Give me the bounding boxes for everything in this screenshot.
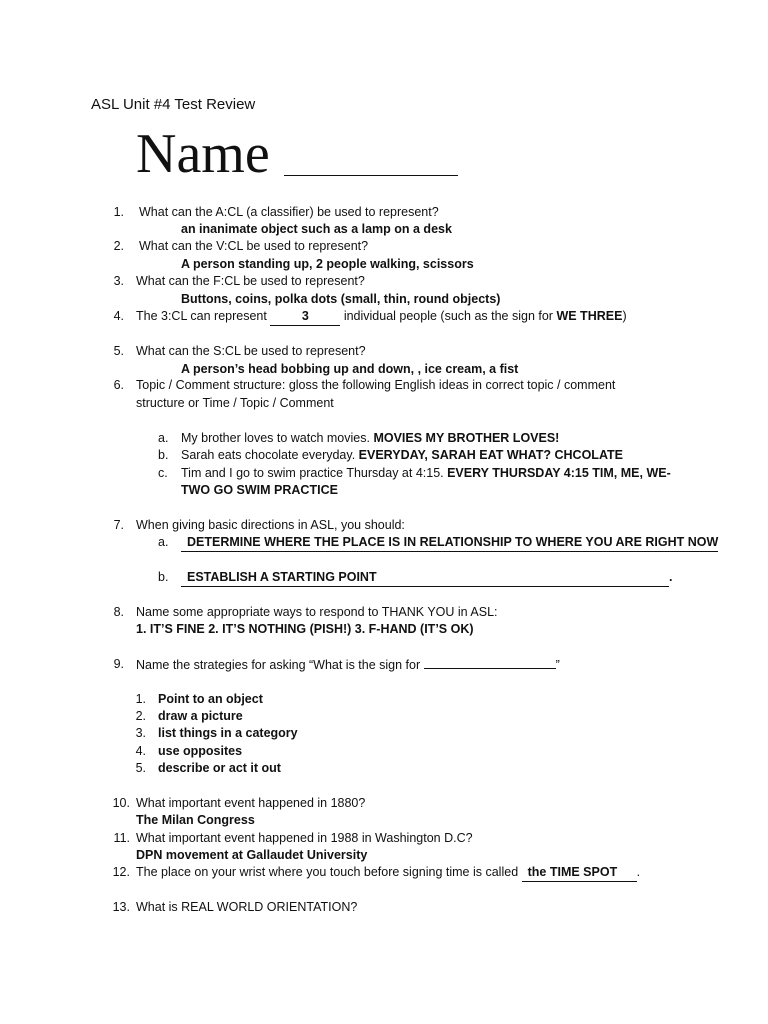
question-text-start: The place on your wrist where you touch before signing time is called [136,865,522,879]
question-number: 5. [113,344,124,358]
sub-item [181,447,623,464]
answer-text: EVERY THURSDAY 4:15 TIM, ME, WE- [447,466,671,480]
answer-text: The Milan Congress [136,813,255,827]
name-label: Name [136,123,270,185]
sub-item-text: Sarah eats chocolate everyday. [181,448,359,462]
answer-text: Buttons, coins, polka dots (small, thin, round objects) [181,292,501,306]
question-number: 7. [113,518,124,532]
sub-item-letter: a. [158,535,169,549]
question-text [136,864,640,882]
question-text-middle: individual people (such as the sign for [340,309,557,323]
sub-item-letter: b. [158,448,169,462]
sub-item-text: Tim and I go to swim practice Thursday at 4:15. [181,466,448,480]
question-text-start: The 3:CL can represent [136,309,271,323]
question-text: When giving basic directions in ASL, you should: [136,518,405,532]
question-text: What can the A:CL (a classifier) be used to represent? [139,205,439,219]
name-blank-line [284,175,458,176]
list-number: 1. [135,692,146,706]
list-number: 3. [135,726,146,740]
answer-text: DPN movement at Gallaudet University [136,848,368,862]
question-text-end: ” [555,658,560,672]
question-text: Topic / Comment structure: gloss the following English ideas in correct topic / comment [136,378,616,392]
question-number: 13. [112,900,130,914]
answer-text-line2: TWO GO SWIM PRACTICE [181,483,338,497]
question-text: What can the S:CL be used to represent? [136,344,366,358]
answer-blank: 3 [270,308,340,326]
answer-text: 1. IT’S FINE 2. IT’S NOTHING (PISH!) 3. F-HAND (IT’S OK) [136,622,474,636]
list-number: 5. [135,761,146,775]
answer-text: A person standing up, 2 people walking, scissors [181,257,474,271]
question-text: What important event happened in 1880? [136,796,366,810]
question-number: 12. [112,865,130,879]
answer-end: . [669,570,673,584]
list-item: use opposites [158,744,243,758]
question-number: 3. [113,274,124,288]
answer-line [181,569,672,587]
question-number: 6. [113,378,124,392]
answer-text: A person’s head bobbing up and down, , ice cream, a fist [181,362,519,376]
answer-text: DETERMINE WHERE THE PLACE IS IN RELATIONSHIP TO WHERE YOU ARE RIGHT NOW [181,534,718,552]
answer-text: EVERYDAY, SARAH EAT WHAT? CHCOLATE [358,448,624,462]
answer-text: WE THREE [556,309,623,323]
answer-text: ESTABLISH A STARTING POINT [181,569,669,587]
list-item: list things in a category [158,726,298,740]
sub-item-text: My brother loves to watch movies. [181,431,374,445]
sub-item [181,430,559,447]
question-number: 1. [113,205,124,219]
list-item: Point to an object [158,692,263,706]
question-text [136,308,627,326]
document-title: ASL Unit #4 Test Review [91,96,256,113]
question-text-end: ) [622,309,627,323]
answer-blank [424,656,556,669]
question-text: What important event happened in 1988 in Washington D.C? [136,831,473,845]
question-number: 4. [113,309,124,323]
sub-item [181,465,671,482]
question-number: 9. [113,657,124,671]
sub-item-letter: c. [158,466,168,480]
question-text-start: Name the strategies for asking “What is the sign for [136,658,424,672]
sub-item-letter: a. [158,431,169,445]
list-number: 2. [135,709,146,723]
question-text: What can the F:CL be used to represent? [136,274,365,288]
question-number: 11. [113,831,130,845]
answer-blank: the TIME SPOT [522,864,637,882]
answer-text: an inanimate object such as a lamp on a desk [181,222,452,236]
question-text [136,656,560,674]
list-item: describe or act it out [158,761,281,775]
question-number: 2. [113,239,124,253]
question-text-line2: structure or Time / Topic / Comment [136,396,334,410]
list-item: draw a picture [158,709,243,723]
question-text-end: . [636,865,641,879]
sub-item-letter: b. [158,570,169,584]
question-text: What is REAL WORLD ORIENTATION? [136,900,358,914]
question-number: 10. [112,796,130,810]
answer-line [181,534,718,552]
answer-text: MOVIES MY BROTHER LOVES! [373,431,560,445]
question-number: 8. [113,605,124,619]
question-text: What can the V:CL be used to represent? [139,239,369,253]
list-number: 4. [135,744,146,758]
question-text: Name some appropriate ways to respond to THANK YOU in ASL: [136,605,498,619]
